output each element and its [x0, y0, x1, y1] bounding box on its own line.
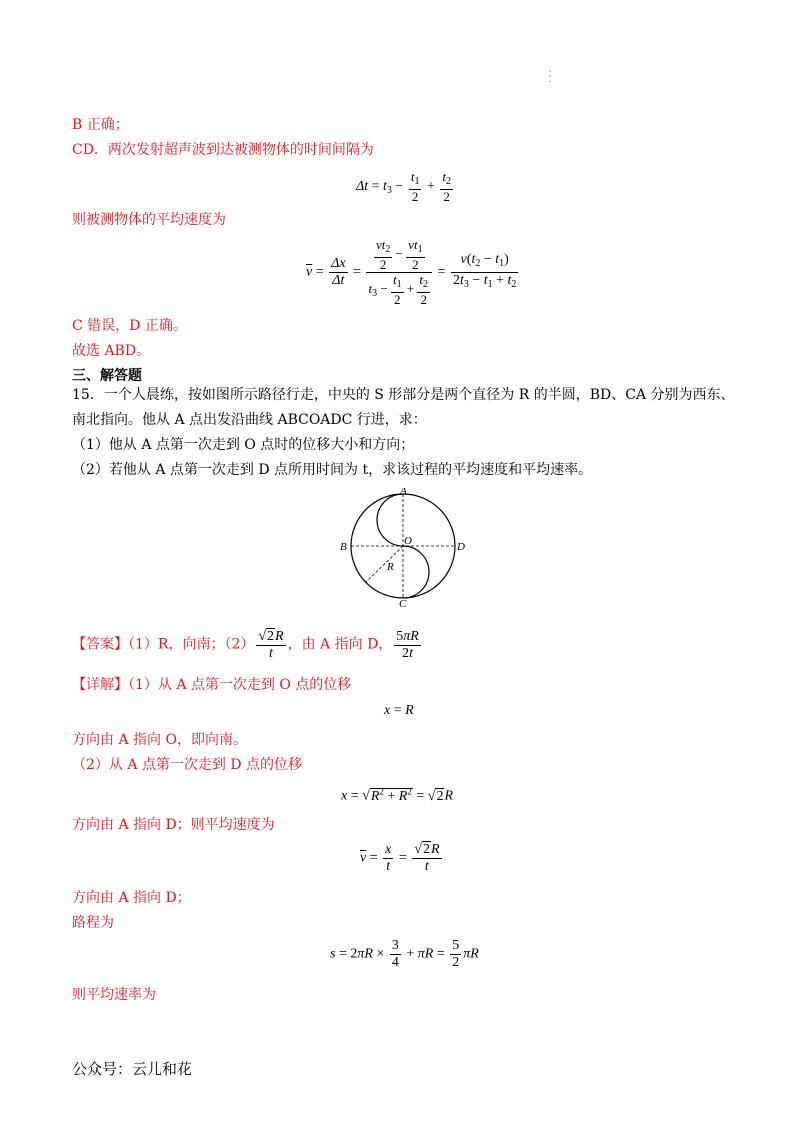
avg-rate-label: 则平均速率为	[72, 987, 156, 1003]
label-a: A	[400, 488, 407, 497]
question-line1: 15．一个人晨练，按如图所示路径行走，中央的 S 形部分是两个直径为 R 的半圆，BD、CA 分别为西东、	[72, 387, 735, 403]
answer-line	[72, 629, 423, 662]
radius-dashed-line	[366, 546, 403, 582]
label-o: O	[404, 535, 412, 547]
s-curve-lower	[403, 546, 429, 598]
header-dots: · · ·	[545, 70, 554, 83]
label-d: D	[457, 541, 465, 553]
question-part2: （2）若他从 A 点第一次走到 D 点所用时间为 t，求该过程的平均速度和平均速率。	[72, 462, 593, 478]
label-b: B	[340, 541, 347, 553]
answer-part1: （1）R，向南；（2）	[128, 636, 255, 653]
detail-tag: 【详解】	[72, 677, 128, 693]
cd-conclusion-text: C 错误，D 正确。	[72, 318, 187, 334]
label-r: R	[387, 561, 394, 573]
displacement-eq-1: x = R	[384, 703, 414, 718]
detail-line1-text: （1）从 A 点第一次走到 O 点的位移	[128, 677, 352, 693]
section-title: 三、解答题	[72, 368, 142, 384]
answer-direction: ，由 A 指向 D，	[287, 636, 393, 653]
question-part1: （1）他从 A 点第一次走到 O 点时的位移大小和方向；	[72, 437, 415, 453]
choice-text: 故选 ABD。	[72, 343, 151, 359]
detail-line1	[72, 676, 351, 694]
path-length-eq: s = 2πR × $\frac{3}{4}$ + πR = $\frac{5}{2}$ πR	[330, 938, 479, 970]
detail-dir2: 方向由 A 指向 D；则平均速度为	[72, 817, 275, 833]
footer-text: 公众号：云儿和花	[72, 1060, 193, 1078]
time-interval-equation: $\Delta t = t_3$ − $\frac{t_1}{2}$ + $\frac{t_2}{2}$	[356, 169, 451, 204]
avg-speed-equation: $\overline{v}$ = $\frac{\Delta x}{\Delta t}$ = $\frac{vt_2}{2}$ − $\frac{vt_1}{2}$ $t_3$ − $\frac{t_1}{2}$ + $\frac{t_2}{2}$ = $\frac{v(t_2 - t_1)}{2t_3 - t_1 + t_2}$	[306, 237, 517, 307]
avg-velocity-eq: $\overline{v}$ = $\frac{x}{t}$ = $\frac{√2R}{t}$	[360, 842, 440, 874]
detail-line2: （2）从 A 点第一次走到 D 点的位移	[72, 757, 303, 773]
path-label: 路程为	[72, 915, 114, 931]
answer-avg-velocity: $\frac{√2R}{t}$	[258, 629, 284, 661]
s-curve-upper	[377, 494, 403, 546]
detail-dir3: 方向由 A 指向 D；	[72, 890, 191, 906]
detail-dir1: 方向由 A 指向 O，即向南。	[72, 732, 247, 748]
cd-intro-text: CD．两次发射超声波到达被测物体的时间间隔为	[72, 142, 374, 158]
avg-speed-intro-text: 则被测物体的平均速度为	[72, 212, 226, 228]
answer-tag: 【答案】	[72, 636, 128, 653]
label-c: C	[399, 598, 407, 608]
b-correct-text: B 正确；	[72, 117, 129, 133]
displacement-eq-2: $x = √R^2 + R^2 = √2R$	[341, 786, 453, 804]
answer-avg-rate: $\frac{5\pi R}{2t}$	[396, 629, 419, 661]
question-line2: 南北指向。他从 A 点出发沿曲线 ABCOADC 行进，求：	[72, 412, 427, 428]
circle-path-figure	[336, 488, 470, 608]
